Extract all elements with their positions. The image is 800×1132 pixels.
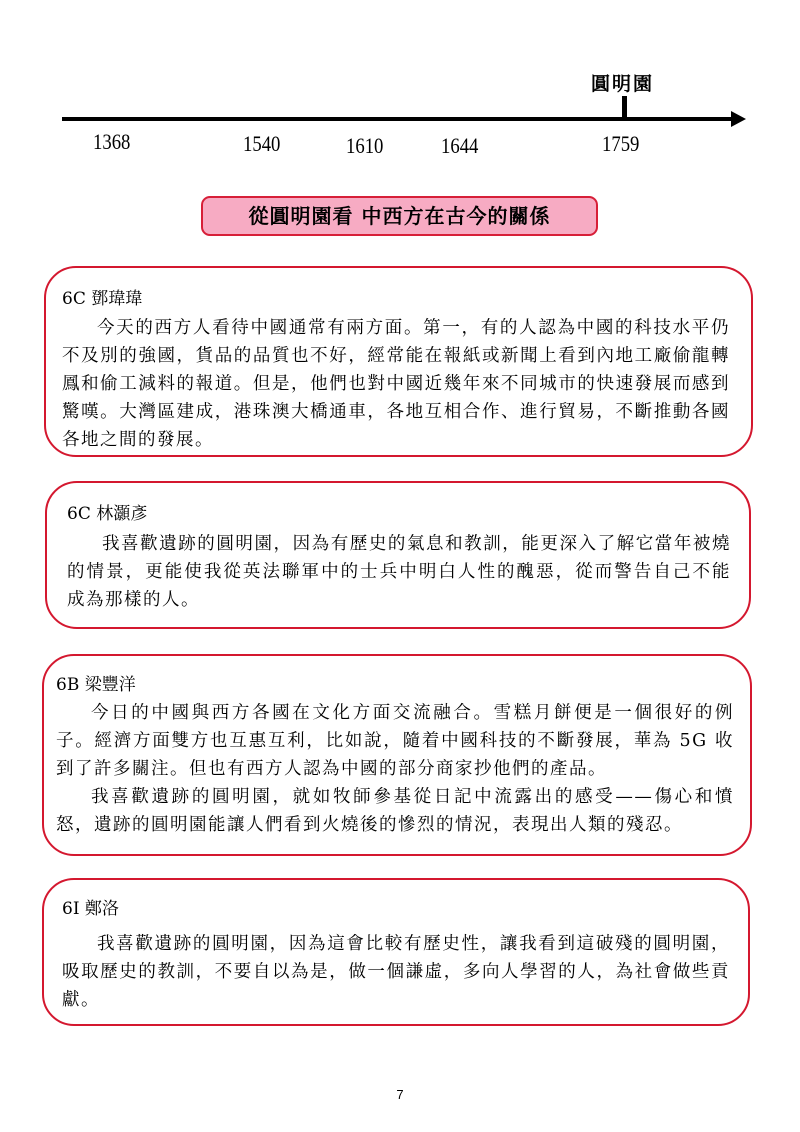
timeline-year: 1644: [441, 133, 479, 158]
entry-text: [62, 314, 730, 454]
entry-author: 6B 梁豐洋: [56, 675, 136, 695]
timeline-year: 1610: [346, 133, 384, 158]
entry-author: 6C 鄧瑋瑋: [62, 289, 143, 309]
entry-text: [56, 699, 734, 839]
page-title: 從圓明園看 中西方在古今的關係: [201, 196, 598, 236]
timeline-marker: [622, 96, 627, 118]
timeline-year: 1540: [243, 131, 281, 156]
entry-author: 6I 鄭洛: [62, 899, 119, 919]
timeline-arrow-icon: [731, 111, 746, 127]
entry-card: [42, 654, 752, 856]
entry-card: [44, 266, 753, 457]
timeline-year: 1759: [602, 131, 640, 156]
entry-card: [45, 481, 751, 629]
timeline-year: 1368: [93, 129, 131, 154]
entry-author: 6C 林灝彥: [67, 504, 148, 524]
entry-text: [62, 930, 730, 1014]
entry-paragraph: 我喜歡遺跡的圓明園，就如牧師參基從日記中流露出的感受——傷心和憤怒，遺跡的圓明園能讓人們看到火燒後的慘烈的情況，表現出人類的殘忍。: [56, 787, 734, 835]
entry-paragraph: 今日的中國與西方各國在文化方面交流融合。雪糕月餅便是一個很好的例子。經濟方面雙方也互惠互利，比如說，隨着中國科技的不斷發展，華為 5G 收到了許多關注。但也有西方人認為中國的部分商家抄他們的產品。: [56, 703, 734, 779]
entry-paragraph: 我喜歡遺跡的圓明園，因為有歷史的氣息和教訓，能更深入了解它當年被燒的情景，更能使我從英法聯軍中的士兵中明白人性的醜惡，從而警告自己不能成為那樣的人。: [67, 534, 731, 610]
entry-paragraph: 今天的西方人看待中國通常有兩方面。第一，有的人認為中國的科技水平仍不及別的強國，貨品的品質也不好，經常能在報紙或新聞上看到內地工廠偷龍轉鳳和偷工減料的報道。但是，他們也對中國近幾年來不同城市的快速發展而感到驚嘆。大灣區建成，港珠澳大橋通車，各地互相合作、進行貿易，不斷推動各國各地之間的發展。: [62, 318, 730, 450]
entry-paragraph: 我喜歡遺跡的圓明園，因為這會比較有歷史性，讓我看到這破殘的圓明園，吸取歷史的教訓，不要自以為是，做一個謙虛，多向人學習的人，為社會做些貢獻。: [62, 934, 730, 1010]
timeline-marker-label: 圓明園: [591, 73, 655, 95]
entry-text: [67, 530, 731, 614]
entry-card: [42, 878, 750, 1026]
page-number: 7: [396, 1087, 404, 1102]
timeline: [0, 0, 800, 170]
